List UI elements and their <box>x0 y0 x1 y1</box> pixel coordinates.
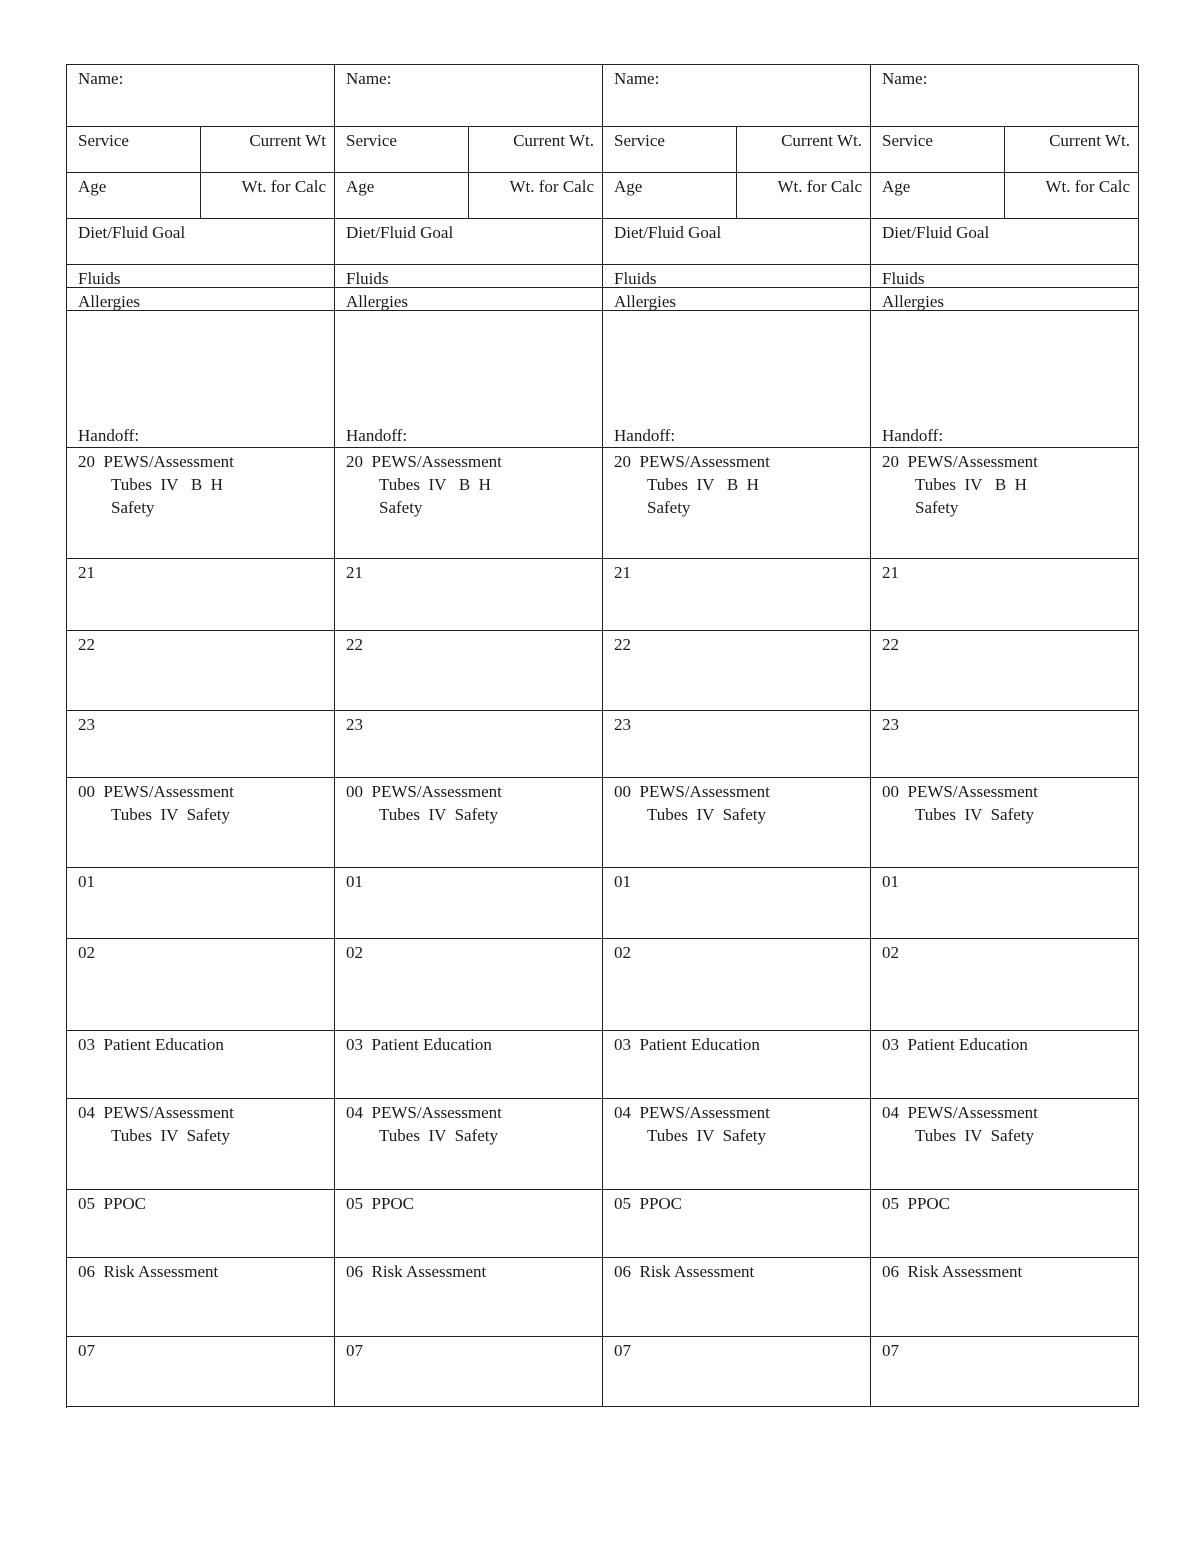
hour-04-cell[interactable] <box>871 1099 1139 1190</box>
hour-02-cell[interactable] <box>603 939 871 1031</box>
current-weight-label: Current Wt. <box>513 131 594 150</box>
hour-05-cell[interactable] <box>871 1190 1139 1258</box>
hour-07-cell[interactable] <box>335 1337 603 1407</box>
age-field[interactable] <box>603 173 737 218</box>
service-field[interactable] <box>335 127 469 172</box>
hour-04-label: 04 PEWS/Assessment <box>614 1103 770 1122</box>
age-label: Age <box>346 177 375 196</box>
hour-03-label: 03 Patient Education <box>78 1035 224 1054</box>
hour-20-cell[interactable] <box>603 448 871 559</box>
hour-04-label: 04 PEWS/Assessment <box>78 1103 234 1122</box>
hour-06-label: 06 Risk Assessment <box>614 1262 755 1281</box>
name-field[interactable] <box>335 65 603 127</box>
hour-04-checklist: Tubes IV Safety <box>379 1126 499 1145</box>
hour-05-label: 05 PPOC <box>614 1194 683 1213</box>
hour-05-cell[interactable] <box>335 1190 603 1258</box>
hour-22-label: 22 <box>346 635 363 654</box>
hour-20-checklist: Tubes IV B H <box>379 475 491 494</box>
current-weight-label: Current Wt <box>249 131 326 150</box>
diet-fluid-goal-field[interactable] <box>335 219 603 265</box>
name-label: Name: <box>346 69 392 88</box>
service-weight-row <box>603 127 871 173</box>
hour-20-safety: Safety <box>111 498 155 517</box>
hour-21-label: 21 <box>614 563 631 582</box>
diet-fluid-goal-field[interactable] <box>67 219 335 265</box>
hour-00-cell[interactable] <box>871 778 1139 868</box>
hour-02-label: 02 <box>78 943 95 962</box>
hour-06-label: 06 Risk Assessment <box>78 1262 219 1281</box>
hour-01-cell[interactable] <box>335 868 603 939</box>
hour-06-label: 06 Risk Assessment <box>882 1262 1023 1281</box>
hour-23-cell[interactable] <box>335 711 603 778</box>
hour-20-cell[interactable] <box>67 448 335 559</box>
hour-21-label: 21 <box>882 563 899 582</box>
current-weight-field[interactable] <box>201 127 335 172</box>
hour-20-checklist: Tubes IV B H <box>915 475 1027 494</box>
hour-23-label: 23 <box>78 715 95 734</box>
hour-22-cell[interactable] <box>603 631 871 711</box>
hour-05-label: 05 PPOC <box>346 1194 415 1213</box>
service-label: Service <box>346 131 397 150</box>
hour-04-checklist: Tubes IV Safety <box>647 1126 767 1145</box>
hour-23-label: 23 <box>614 715 631 734</box>
fluids-field[interactable] <box>603 265 871 288</box>
calc-weight-field[interactable] <box>201 173 335 218</box>
calc-weight-field[interactable] <box>1005 173 1139 218</box>
hour-03-cell[interactable] <box>603 1031 871 1099</box>
allergies-label: Allergies <box>882 292 945 311</box>
hour-07-cell[interactable] <box>67 1337 335 1407</box>
fluids-field[interactable] <box>67 265 335 288</box>
hour-01-cell[interactable] <box>871 868 1139 939</box>
handoff-label: Handoff: <box>78 426 140 445</box>
hour-00-label: 00 PEWS/Assessment <box>78 782 234 801</box>
fluids-field[interactable] <box>871 265 1139 288</box>
hour-05-cell[interactable] <box>603 1190 871 1258</box>
hour-02-label: 02 <box>614 943 631 962</box>
hour-22-cell[interactable] <box>67 631 335 711</box>
hour-21-label: 21 <box>346 563 363 582</box>
hour-21-cell[interactable] <box>871 559 1139 631</box>
hour-20-cell[interactable] <box>335 448 603 559</box>
hour-07-label: 07 <box>346 1341 363 1360</box>
hour-23-cell[interactable] <box>603 711 871 778</box>
hour-03-label: 03 Patient Education <box>614 1035 760 1054</box>
hour-23-cell[interactable] <box>67 711 335 778</box>
hour-01-label: 01 <box>882 872 899 891</box>
hour-00-label: 00 PEWS/Assessment <box>614 782 770 801</box>
hour-06-cell[interactable] <box>67 1258 335 1337</box>
hour-20-safety: Safety <box>379 498 423 517</box>
hour-01-label: 01 <box>614 872 631 891</box>
handoff-field[interactable] <box>603 311 871 448</box>
diet-fluid-goal-field[interactable] <box>871 219 1139 265</box>
diet-fluid-goal-label: Diet/Fluid Goal <box>346 223 454 242</box>
allergies-field[interactable] <box>335 288 603 311</box>
hour-06-label: 06 Risk Assessment <box>346 1262 487 1281</box>
hour-02-label: 02 <box>882 943 899 962</box>
allergies-field[interactable] <box>871 288 1139 311</box>
age-weight-row <box>603 173 871 219</box>
hour-06-cell[interactable] <box>603 1258 871 1337</box>
diet-fluid-goal-label: Diet/Fluid Goal <box>78 223 186 242</box>
age-label: Age <box>614 177 643 196</box>
hour-23-label: 23 <box>882 715 899 734</box>
calc-weight-label: Wt. for Calc <box>777 177 862 196</box>
age-label: Age <box>78 177 107 196</box>
hour-00-cell[interactable] <box>603 778 871 868</box>
hour-07-label: 07 <box>614 1341 631 1360</box>
hour-21-cell[interactable] <box>335 559 603 631</box>
hour-07-cell[interactable] <box>603 1337 871 1407</box>
hour-20-cell[interactable] <box>871 448 1139 559</box>
hour-00-cell[interactable] <box>67 778 335 868</box>
handoff-field[interactable] <box>67 311 335 448</box>
hour-00-label: 00 PEWS/Assessment <box>346 782 502 801</box>
hour-05-cell[interactable] <box>67 1190 335 1258</box>
allergies-label: Allergies <box>614 292 677 311</box>
hour-07-label: 07 <box>882 1341 899 1360</box>
hour-04-checklist: Tubes IV Safety <box>915 1126 1035 1145</box>
calc-weight-label: Wt. for Calc <box>241 177 326 196</box>
service-field[interactable] <box>871 127 1005 172</box>
name-field[interactable] <box>871 65 1139 127</box>
hour-03-cell[interactable] <box>67 1031 335 1099</box>
hour-06-cell[interactable] <box>335 1258 603 1337</box>
age-weight-row <box>871 173 1139 219</box>
hour-20-label: 20 PEWS/Assessment <box>78 452 234 471</box>
hour-03-cell[interactable] <box>335 1031 603 1099</box>
hour-00-label: 00 PEWS/Assessment <box>882 782 1038 801</box>
patient-handoff-grid <box>66 64 1138 1408</box>
hour-07-label: 07 <box>78 1341 95 1360</box>
service-label: Service <box>882 131 933 150</box>
hour-02-label: 02 <box>346 943 363 962</box>
calc-weight-label: Wt. for Calc <box>1045 177 1130 196</box>
handoff-label: Handoff: <box>882 426 944 445</box>
service-field[interactable] <box>603 127 737 172</box>
hour-20-safety: Safety <box>647 498 691 517</box>
fluids-label: Fluids <box>78 269 121 288</box>
age-field[interactable] <box>871 173 1005 218</box>
diet-fluid-goal-label: Diet/Fluid Goal <box>614 223 722 242</box>
hour-00-checklist: Tubes IV Safety <box>111 805 231 824</box>
allergies-label: Allergies <box>346 292 409 311</box>
hour-01-cell[interactable] <box>603 868 871 939</box>
hour-03-label: 03 Patient Education <box>346 1035 492 1054</box>
handoff-field[interactable] <box>335 311 603 448</box>
hour-04-cell[interactable] <box>603 1099 871 1190</box>
hour-22-cell[interactable] <box>871 631 1139 711</box>
fluids-label: Fluids <box>346 269 389 288</box>
hour-06-cell[interactable] <box>871 1258 1139 1337</box>
name-label: Name: <box>882 69 928 88</box>
hour-04-label: 04 PEWS/Assessment <box>882 1103 1038 1122</box>
handoff-label: Handoff: <box>614 426 676 445</box>
allergies-field[interactable] <box>603 288 871 311</box>
hour-07-cell[interactable] <box>871 1337 1139 1407</box>
hour-05-label: 05 PPOC <box>78 1194 147 1213</box>
age-weight-row <box>335 173 603 219</box>
hour-02-cell[interactable] <box>335 939 603 1031</box>
hour-20-label: 20 PEWS/Assessment <box>614 452 770 471</box>
hour-04-cell[interactable] <box>335 1099 603 1190</box>
hour-21-label: 21 <box>78 563 95 582</box>
calc-weight-field[interactable] <box>737 173 871 218</box>
hour-02-cell[interactable] <box>67 939 335 1031</box>
hour-21-cell[interactable] <box>603 559 871 631</box>
hour-00-checklist: Tubes IV Safety <box>915 805 1035 824</box>
hour-01-cell[interactable] <box>67 868 335 939</box>
allergies-field[interactable] <box>67 288 335 311</box>
hour-20-label: 20 PEWS/Assessment <box>882 452 1038 471</box>
age-weight-row <box>67 173 335 219</box>
hour-00-checklist: Tubes IV Safety <box>647 805 767 824</box>
current-weight-field[interactable] <box>469 127 603 172</box>
current-weight-label: Current Wt. <box>781 131 862 150</box>
hour-04-cell[interactable] <box>67 1099 335 1190</box>
hour-20-label: 20 PEWS/Assessment <box>346 452 502 471</box>
service-label: Service <box>78 131 129 150</box>
hour-20-checklist: Tubes IV B H <box>647 475 759 494</box>
service-weight-row <box>335 127 603 173</box>
service-weight-row <box>871 127 1139 173</box>
allergies-label: Allergies <box>78 292 141 311</box>
hour-04-checklist: Tubes IV Safety <box>111 1126 231 1145</box>
calc-weight-field[interactable] <box>469 173 603 218</box>
hour-00-checklist: Tubes IV Safety <box>379 805 499 824</box>
handoff-field[interactable] <box>871 311 1139 448</box>
hour-20-safety: Safety <box>915 498 959 517</box>
hour-04-label: 04 PEWS/Assessment <box>346 1103 502 1122</box>
hour-03-cell[interactable] <box>871 1031 1139 1099</box>
hour-03-label: 03 Patient Education <box>882 1035 1028 1054</box>
hour-01-label: 01 <box>346 872 363 891</box>
service-label: Service <box>614 131 665 150</box>
current-weight-field[interactable] <box>737 127 871 172</box>
fluids-field[interactable] <box>335 265 603 288</box>
hour-20-checklist: Tubes IV B H <box>111 475 223 494</box>
handoff-label: Handoff: <box>346 426 408 445</box>
hour-23-cell[interactable] <box>871 711 1139 778</box>
age-field[interactable] <box>335 173 469 218</box>
hour-22-label: 22 <box>882 635 899 654</box>
service-field[interactable] <box>67 127 201 172</box>
age-field[interactable] <box>67 173 201 218</box>
name-field[interactable] <box>603 65 871 127</box>
diet-fluid-goal-label: Diet/Fluid Goal <box>882 223 990 242</box>
age-label: Age <box>882 177 911 196</box>
current-weight-field[interactable] <box>1005 127 1139 172</box>
hour-22-cell[interactable] <box>335 631 603 711</box>
hour-05-label: 05 PPOC <box>882 1194 951 1213</box>
current-weight-label: Current Wt. <box>1049 131 1130 150</box>
hour-21-cell[interactable] <box>67 559 335 631</box>
hour-02-cell[interactable] <box>871 939 1139 1031</box>
diet-fluid-goal-field[interactable] <box>603 219 871 265</box>
fluids-label: Fluids <box>614 269 657 288</box>
name-field[interactable] <box>67 65 335 127</box>
service-weight-row <box>67 127 335 173</box>
hour-01-label: 01 <box>78 872 95 891</box>
hour-22-label: 22 <box>78 635 95 654</box>
fluids-label: Fluids <box>882 269 925 288</box>
name-label: Name: <box>78 69 124 88</box>
hour-22-label: 22 <box>614 635 631 654</box>
name-label: Name: <box>614 69 660 88</box>
hour-00-cell[interactable] <box>335 778 603 868</box>
calc-weight-label: Wt. for Calc <box>509 177 594 196</box>
hour-23-label: 23 <box>346 715 363 734</box>
